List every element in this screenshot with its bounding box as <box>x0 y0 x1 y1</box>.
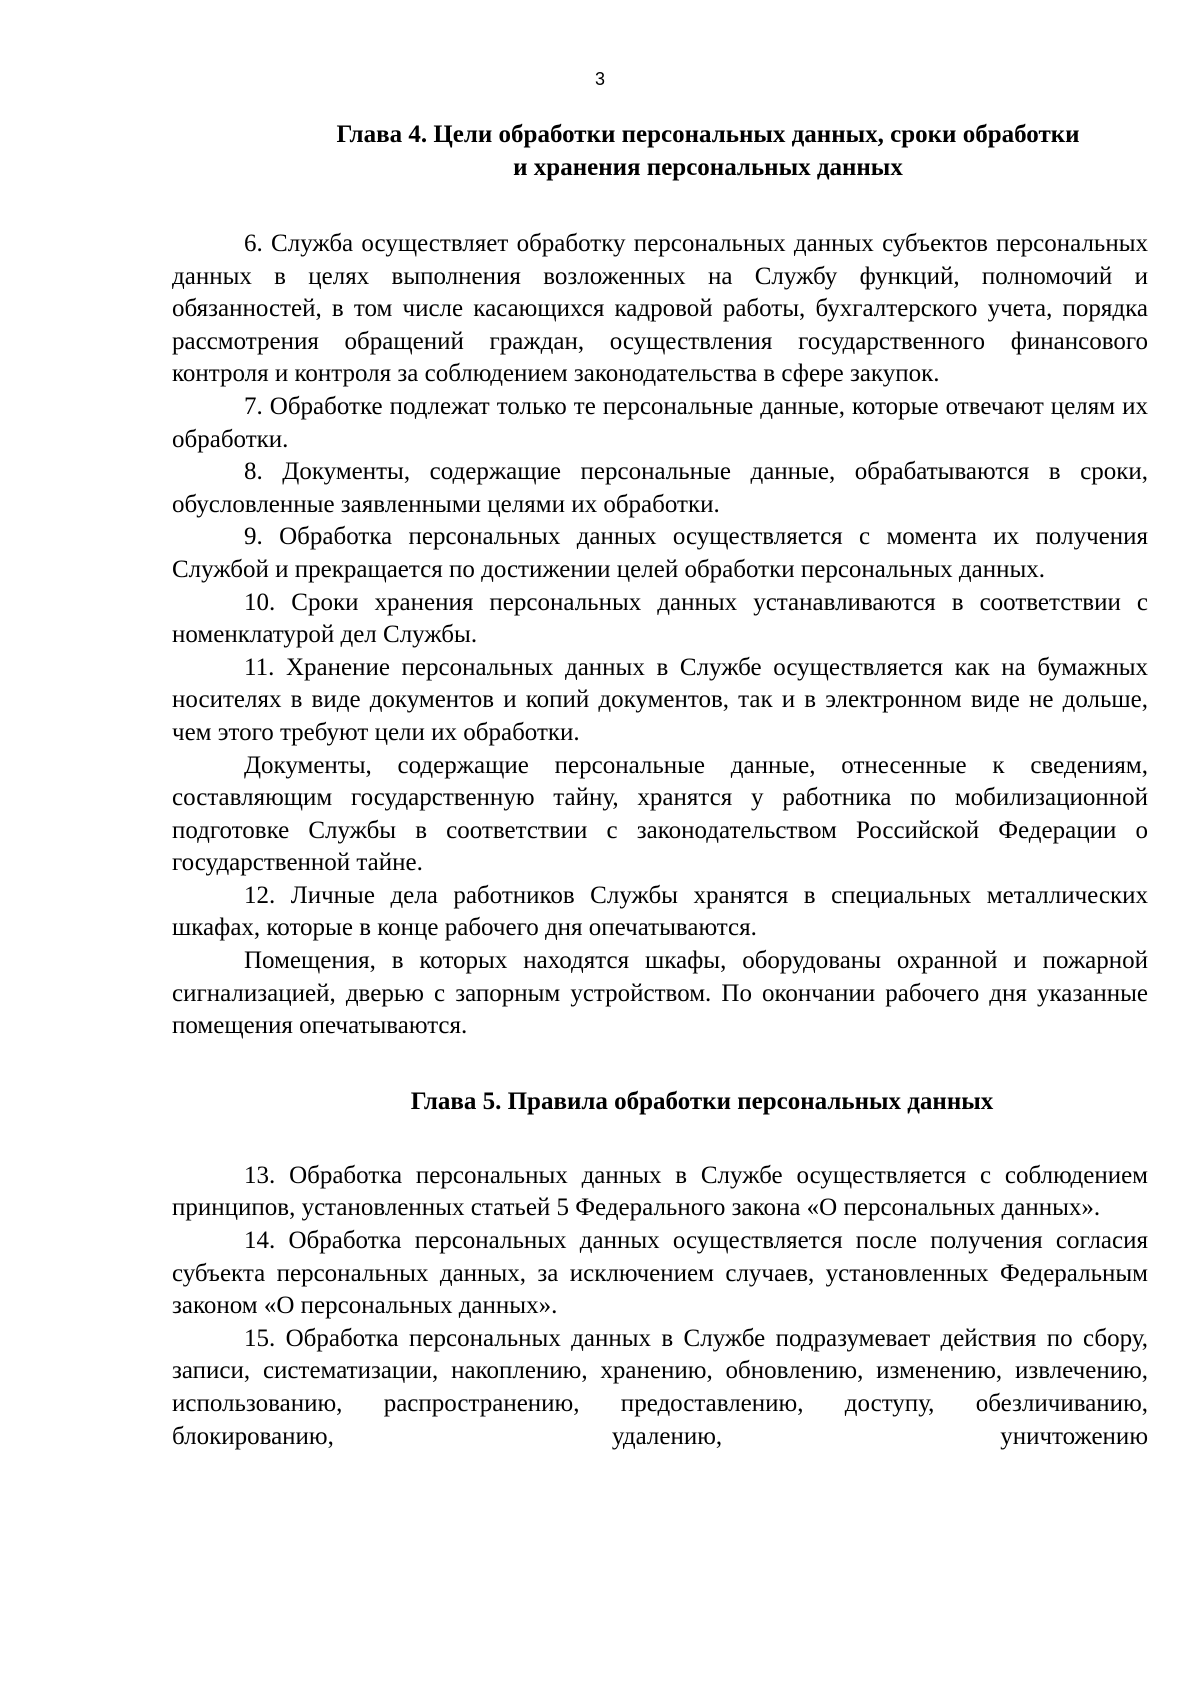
chapter-4-heading-line-2: и хранения персональных данных <box>513 154 903 181</box>
chapter-4-heading <box>172 118 1148 184</box>
paragraph-11: 11. Хранение персональных данных в Службе осуществляется как на бумажных носителях в виде документов и копий документов, так и в электронном виде не дольше, чем этого требуют цели их обработки. <box>172 653 1148 746</box>
paragraph-11-secret-documents: Документы, содержащие персональные данные, отнесенные к сведениям, составляющим государственную тайну, хранятся у работника по мобилизационной подготовке Службы в соответствии с законодательством Российской Федерации о государственной тайне. <box>172 751 1148 877</box>
paragraph-10: 10. Сроки хранения персональных данных устанавливаются в соответствии с номенклатурой дел Службы. <box>172 588 1148 649</box>
paragraph-8: 8. Документы, содержащие персональные данные, обрабатываются в сроки, обусловленные заявленными целями их обработки. <box>172 458 1148 518</box>
paragraph-7: 7. Обработке подлежат только те персональные данные, которые отвечают целям их обработки. <box>172 392 1148 453</box>
chapter-4-heading-line-1: Глава 4. Цели обработки персональных данных, сроки обработки <box>336 121 1080 148</box>
page-number: 3 <box>594 69 605 89</box>
document-body <box>172 118 1148 1453</box>
paragraph-12: 12. Личные дела работников Службы хранятся в специальных металлических шкафах, которые в конце рабочего дня опечатываются. <box>172 881 1148 942</box>
paragraph-13: 13. Обработка персональных данных в Службе осуществляется с соблюдением принципов, установленных статьей 5 Федерального закона «О персональных данных». <box>172 1161 1148 1222</box>
paragraph-12-premises: Помещения, в которых находятся шкафы, оборудованы охранной и пожарной сигнализацией, дверью с запорным устройством. По окончании рабочего дня указанные помещения опечатываются. <box>172 947 1148 1040</box>
paragraph-6: 6. Служба осуществляет обработку персональных данных субъектов персональных данных в целях выполнения возложенных на Службу функций, полномочий и обязанностей, в том числе касающихся кадровой работы, бухгалтерского учета, порядка рассмотрения обращений граждан, осуществления государственного финансового контроля и контроля за соблюдением законодательства в сфере закупок. <box>172 230 1148 388</box>
paragraph-9: 9. Обработка персональных данных осуществляется с момента их получения Службой и прекращается по достижении целей обработки персональных данных. <box>172 523 1148 583</box>
paragraph-14: 14. Обработка персональных данных осуществляется после получения согласия субъекта персональных данных, за исключением случаев, установленных Федеральным законом «О персональных данных». <box>172 1227 1148 1320</box>
paragraph-15: 15. Обработка персональных данных в Службе подразумевает действия по сбору, записи, систематизации, накоплению, хранению, обновлению, изменению, извлечению, использованию, распространению, предоставлению, доступу, обезличиванию, блокированию, удалению, уничтожению <box>172 1324 1148 1450</box>
chapter-5-heading: Глава 5. Правила обработки персональных данных <box>410 1087 994 1115</box>
